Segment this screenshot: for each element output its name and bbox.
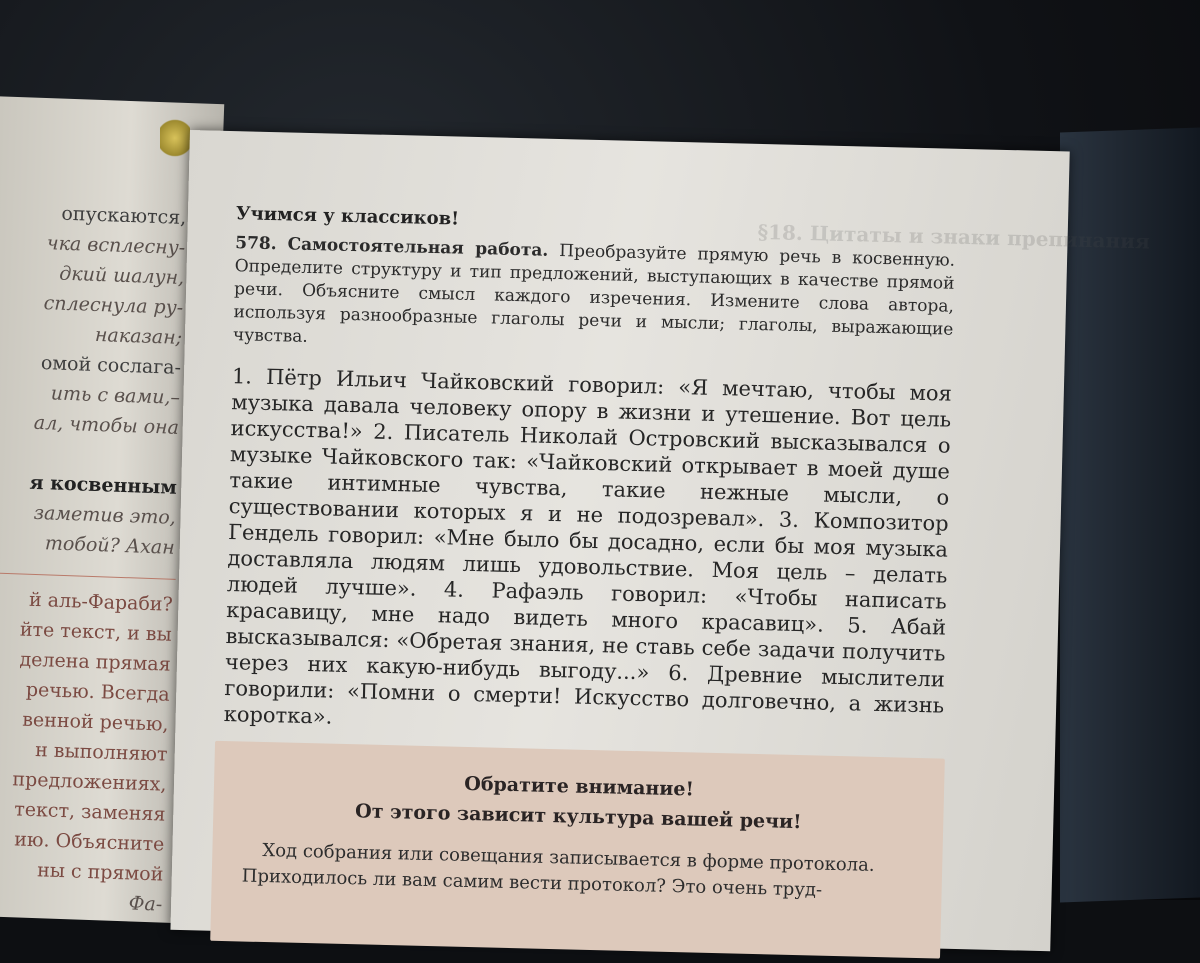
left-page-line: ию. Объясните <box>13 828 165 856</box>
task-paragraph <box>233 232 956 365</box>
left-page-line: омой сослага- <box>40 352 182 379</box>
left-page-line: й аль-Фараби? <box>28 588 174 616</box>
notice-subtitle: От этого зависит культура вашей речи! <box>354 800 802 834</box>
left-page-line: заметив это, <box>33 501 177 529</box>
left-page-line: ить с вами,– <box>50 382 181 409</box>
task-number: 578. <box>235 233 277 255</box>
task-instructions: Преобразуйте прямую речь в косвенную. Определите структуру и тип предложений, выступающих в качестве прямой речи. Объясните смысл каждого изречения. Измените слова автора, используя разнообразные глаголы речи и мысли; глаголы, выражающие чувства. <box>232 241 956 347</box>
show-through-heading: §18. Цитаты и знаки препинания <box>757 219 1151 254</box>
section-title: Учимся у классиков! <box>235 203 460 230</box>
left-page-line: сплеснула ру- <box>43 292 184 319</box>
left-page-line: речью. Всегда <box>25 678 170 706</box>
notice-title: Обратите внимание! <box>464 772 695 801</box>
left-page-line: тобой? Ахан <box>44 532 176 559</box>
left-page-line: наказан; <box>94 323 183 349</box>
left-page-line: ал, чтобы она <box>33 411 180 439</box>
left-page-line: н выполняют <box>34 739 168 766</box>
page-content <box>223 203 956 744</box>
left-page-line: текст, заменяя <box>13 798 166 826</box>
left-page-line: делена прямая <box>19 648 172 676</box>
task-label: Самостоятельная работа. <box>287 234 549 261</box>
quotes-paragraph: 1. Пётр Ильич Чайковский говорил: «Я мечтаю, чтобы моя музыка давала человеку опору в жизни и утешение. Вот цель искусства!» 2. Писатель Николай Островский высказывался о музыке Чайковского так: «Чайковский открывает в моей душе такие интимные чувства, такие нежные мысли, о существовании которых я и не подозревал». 3. Композитор Гендель говорил: «Мне было бы досадно, если бы моя музыка доставляла людям лишь удовольствие. Моя цель – делать людей лучше». 4. Рафаэль говорил: «Чтобы написать красавицу, мне надо видеть много красавиц». 5. Абай высказывался: «Обретая знания, не ставь себе задачи получить через них какую-нибудь выгоду...» 6. Древние мыслители говорили: «Помни о смерти! Искусство долговечно, а жизнь коротка». <box>223 364 953 729</box>
left-page-line: опускаются, <box>61 202 187 229</box>
left-page-line: ны с прямой <box>36 859 164 886</box>
left-page-line: венной речью, <box>21 708 169 736</box>
left-page-line: я косвенным <box>29 471 178 499</box>
left-page-line: йте текст, и вы <box>19 618 173 646</box>
left-page-line: дкий шалун, <box>58 262 185 289</box>
notice-text: Ход собрания или совещания записывается в форме протокола. Приходилось ли вам самим вести протокол? Это очень труд- <box>241 839 875 901</box>
left-page-line: Фа- <box>128 892 163 916</box>
left-page-line: чка всплесну- <box>46 232 186 259</box>
notice-box <box>210 741 945 959</box>
right-page <box>170 130 1151 951</box>
bookmark-ribbon <box>160 118 190 158</box>
left-page-line: предложениях, <box>12 768 167 796</box>
left-page-divider <box>0 573 176 580</box>
